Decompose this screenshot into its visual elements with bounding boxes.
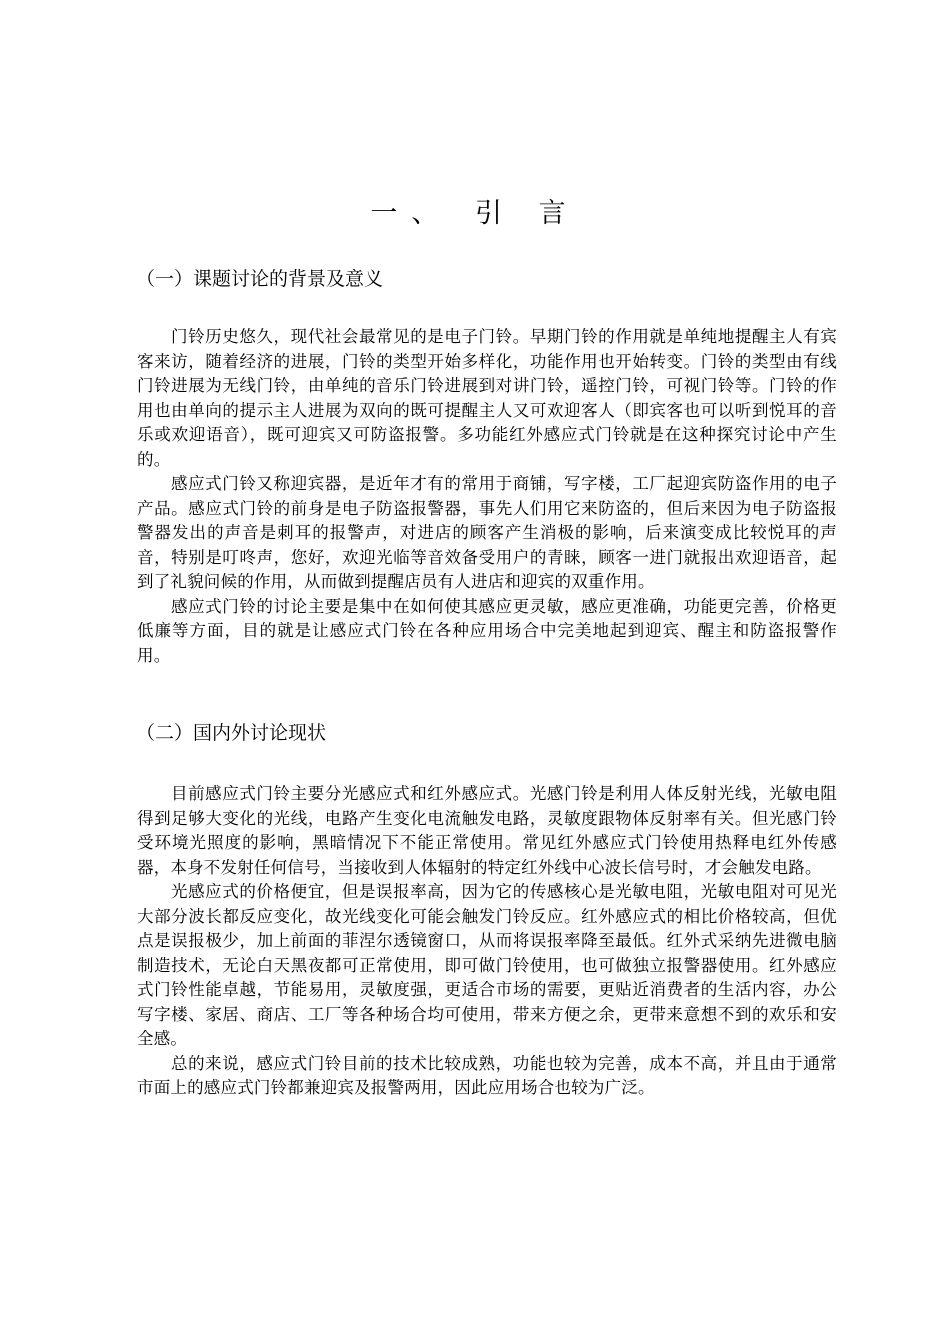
section-heading-background: （一）课题讨论的背景及意义: [136, 268, 384, 290]
chapter-title: 一、 引 言: [370, 198, 580, 229]
section-heading-status: （二）国内外讨论现状: [136, 722, 327, 744]
section-body-background: [137, 325, 837, 668]
paragraph: 感应式门铃的讨论主要是集中在如何使其感应更灵敏，感应更准确，功能更完善，价格更低廉等方面，目的就是让感应式门铃在各种应用场合中完美地起到迎宾、醒主和防盗报警作用。: [137, 596, 837, 665]
paragraph: 感应式门铃又称迎宾器，是近年才有的常用于商铺，写字楼，工厂起迎宾防盗作用的电子产品。感应式门铃的前身是电子防盗报警器，事先人们用它来防盗的，但后来因为电子防盗报警器发出的声音是刺耳的报警声，对进店的顾客产生消极的影响，后来演变成比较悦耳的声音，特别是叮咚声，您好，欢迎光临等音效备受用户的青睐，顾客一进门就报出欢迎语音，起到了礼貌问候的作用，从而做到提醒店员有人进店和迎宾的双重作用。: [137, 474, 837, 591]
paragraph: 光感应式的价格便宜，但是误报率高，因为它的传感核心是光敏电阻，光敏电阻对可见光大部分波长都反应变化，故光线变化可能会触发门铃反应。红外感应式的相比价格较高，但优点是误报极少，加上前面的菲涅尔透镜窗口，从而将误报率降至最低。红外式采纳先进微电脑制造技术，无论白天黑夜都可正常使用，即可做门铃使用，也可做独立报警器使用。红外感应式门铃性能卓越，节能易用，灵敏度强，更适合市场的需要，更贴近消费者的生活内容，办公写字楼、家居、商店、工厂等各种场合均可使用，带来方便之余，更带来意想不到的欢乐和安全感。: [137, 882, 837, 1048]
section-body-status: [137, 782, 837, 1101]
paragraph: 总的来说，感应式门铃目前的技术比较成熟，功能也较为完善，成本不高，并且由于通常市面上的感应式门铃都兼迎宾及报警两用，因此应用场合也较为广泛。: [137, 1053, 837, 1097]
paragraph: 门铃历史悠久，现代社会最常见的是电子门铃。早期门铃的作用就是单纯地提醒主人有宾客来访，随着经济的进展，门铃的类型开始多样化，功能作用也开始转变。门铃的类型由有线门铃进展为无线门铃，由单纯的音乐门铃进展到对讲门铃，遥控门铃，可视门铃等。门铃的作用也由单向的提示主人进展为双向的既可提醒主人又可欢迎客人（即宾客也可以听到悦耳的音乐或欢迎语音），既可迎宾又可防盗报警。多功能红外感应式门铃就是在这种探究讨论中产生的。: [137, 327, 837, 469]
paragraph: 目前感应式门铃主要分光感应式和红外感应式。光感门铃是利用人体反射光线，光敏电阻得到足够大变化的光线，电路产生变化电流触发电路，灵敏度跟物体反射率有关。但光感门铃受环境光照度的影响，黑暗情况下不能正常使用。常见红外感应式门铃使用热释电红外传感器，本身不发射任何信号，当接收到人体辐射的特定红外线中心波长信号时，才会触发电路。: [137, 784, 837, 877]
